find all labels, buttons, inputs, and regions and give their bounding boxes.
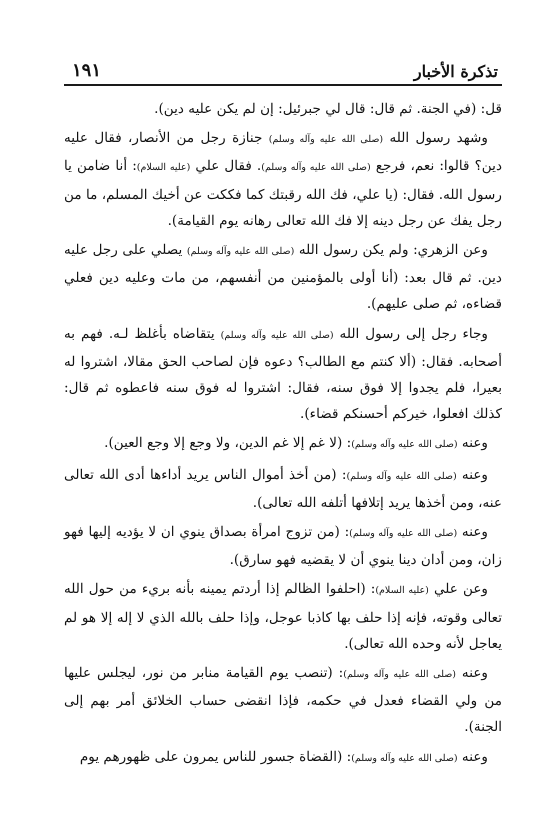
paragraph-text: وعنه: [457, 524, 489, 541]
paragraph-text: وعنه: [456, 466, 488, 483]
paragraph-text: وعنه: [457, 435, 488, 452]
paragraph-text: وعنه: [456, 665, 488, 682]
paragraph-text: . فقال علي: [190, 158, 262, 175]
paragraph: [64, 125, 502, 234]
honorific-text: (صلى الله عليه وآله وسلم): [268, 134, 384, 146]
paragraph-text: وجاء رجل إلى رسول الله: [333, 325, 488, 342]
paragraph: [64, 430, 502, 458]
paragraph: [64, 576, 502, 657]
paragraph: [64, 744, 502, 772]
paragraph-text: : (تنصب يوم القيامة منابر من نور، ليجلس عليها من ولي القضاء فعدل في حكمه، فإذا انقضى حساب الخلائق أمر بهم إلى الجنة).: [64, 665, 502, 736]
paragraph-text: يتقاضاه بأغلظ لـه. فهم به أصحابه. فقال: (ألا كنتم مع الطالب؟ دعوه فإن لصاحب الحق مقالا، اشتروا له بعيرا، فلم يجدوا إلا فوق سنه، فقال: اشتروا له فوق سنه فاعطوه ثم قال: كذلك افعلوا، خيركم أحسنكم قضاء).: [64, 325, 502, 423]
honorific-text: (صلى الله عليه وآله وسلم): [351, 439, 458, 451]
honorific-text: (عليه السلام): [375, 585, 429, 597]
honorific-text: (صلى الله عليه وآله وسلم): [349, 528, 458, 540]
paragraph-text: : (القضاة جسور للناس يمرون على ظهورهم يوم: [79, 748, 352, 765]
paragraph-text: : أنا ضامن يا رسول الله. فقال: (يا علي، فك الله رقبتك كما فككت عن أخيك المسلم، ما من رجل يفك عن رجل دينه إلا فك الله تعالى رهانه يوم القيامة).: [64, 158, 502, 229]
paragraph-text: : (لا غم إلا غم الدين، ولا وجع إلا وجع العين).: [104, 435, 352, 452]
paragraph-text: : (من أخذ أموال الناس يريد أداءها أدى الله تعالى عنه، ومن أخذها يريد إتلافها أتلفه الله تعالى).: [64, 466, 502, 511]
running-title: تذكرة الأخبار: [413, 62, 498, 81]
paragraph-text: جنازة رجل من الأنصار، فقال عليه دين؟ قالوا: نعم، فرجع: [64, 130, 502, 175]
honorific-text: (صلى الله عليه وآله وسلم): [220, 329, 334, 341]
page-number: ١٩١: [72, 60, 102, 81]
paragraph-text: وعن علي: [428, 581, 488, 598]
paragraph-text: : (احلفوا الظالم إذا أردتم يمينه بأنه بريء من حول الله تعالى وقوته، فإنه إذا حلف بها كاذبا عوجل، وإذا حلف بالله الذي لا إله إلا هو لم يعاجل لأنه وحده الله تعالى).: [64, 581, 502, 652]
paragraph: [64, 660, 502, 741]
paragraph-text: يصلي على رجل عليه دين. ثم قال بعد: (أنا أولى بالمؤمنين من أنفسهم، من مات وعليه دين فعلي قضاءه، ثم صلى عليهم).: [64, 242, 502, 313]
honorific-text: (صلى الله عليه وآله وسلم): [351, 752, 458, 764]
honorific-text: (صلى الله عليه وآله وسلم): [343, 669, 457, 681]
paragraph: [64, 321, 502, 428]
paragraph-text: وعن الزهري: ولم يكن رسول الله: [294, 242, 488, 259]
paragraph: [64, 462, 502, 516]
honorific-text: (صلى الله عليه وآله وسلم): [186, 246, 295, 258]
paragraph-text: وشهد رسول الله: [383, 130, 488, 147]
honorific-text: (عليه السلام): [136, 162, 191, 174]
text-body: [64, 96, 502, 775]
paragraph: [64, 237, 502, 318]
paragraph: [64, 519, 502, 573]
paragraph: [64, 96, 502, 122]
paragraph-text: : (من تزوج امرأة بصداق ينوي ان لا يؤديه إليها فهو زان، ومن أدان دينا ينوي أن لا يقضيه فهو سارق).: [64, 524, 502, 569]
paragraph-text: قل: (في الجنة. ثم قال: قال لي جبرئيل: إن لم يكن عليه دين).: [154, 101, 502, 117]
honorific-text: (صلى الله عليه وآله وسلم): [261, 162, 371, 174]
paragraph-text: وعنه: [457, 748, 488, 765]
page-header: [64, 60, 502, 86]
honorific-text: (صلى الله عليه وآله وسلم): [346, 470, 457, 482]
